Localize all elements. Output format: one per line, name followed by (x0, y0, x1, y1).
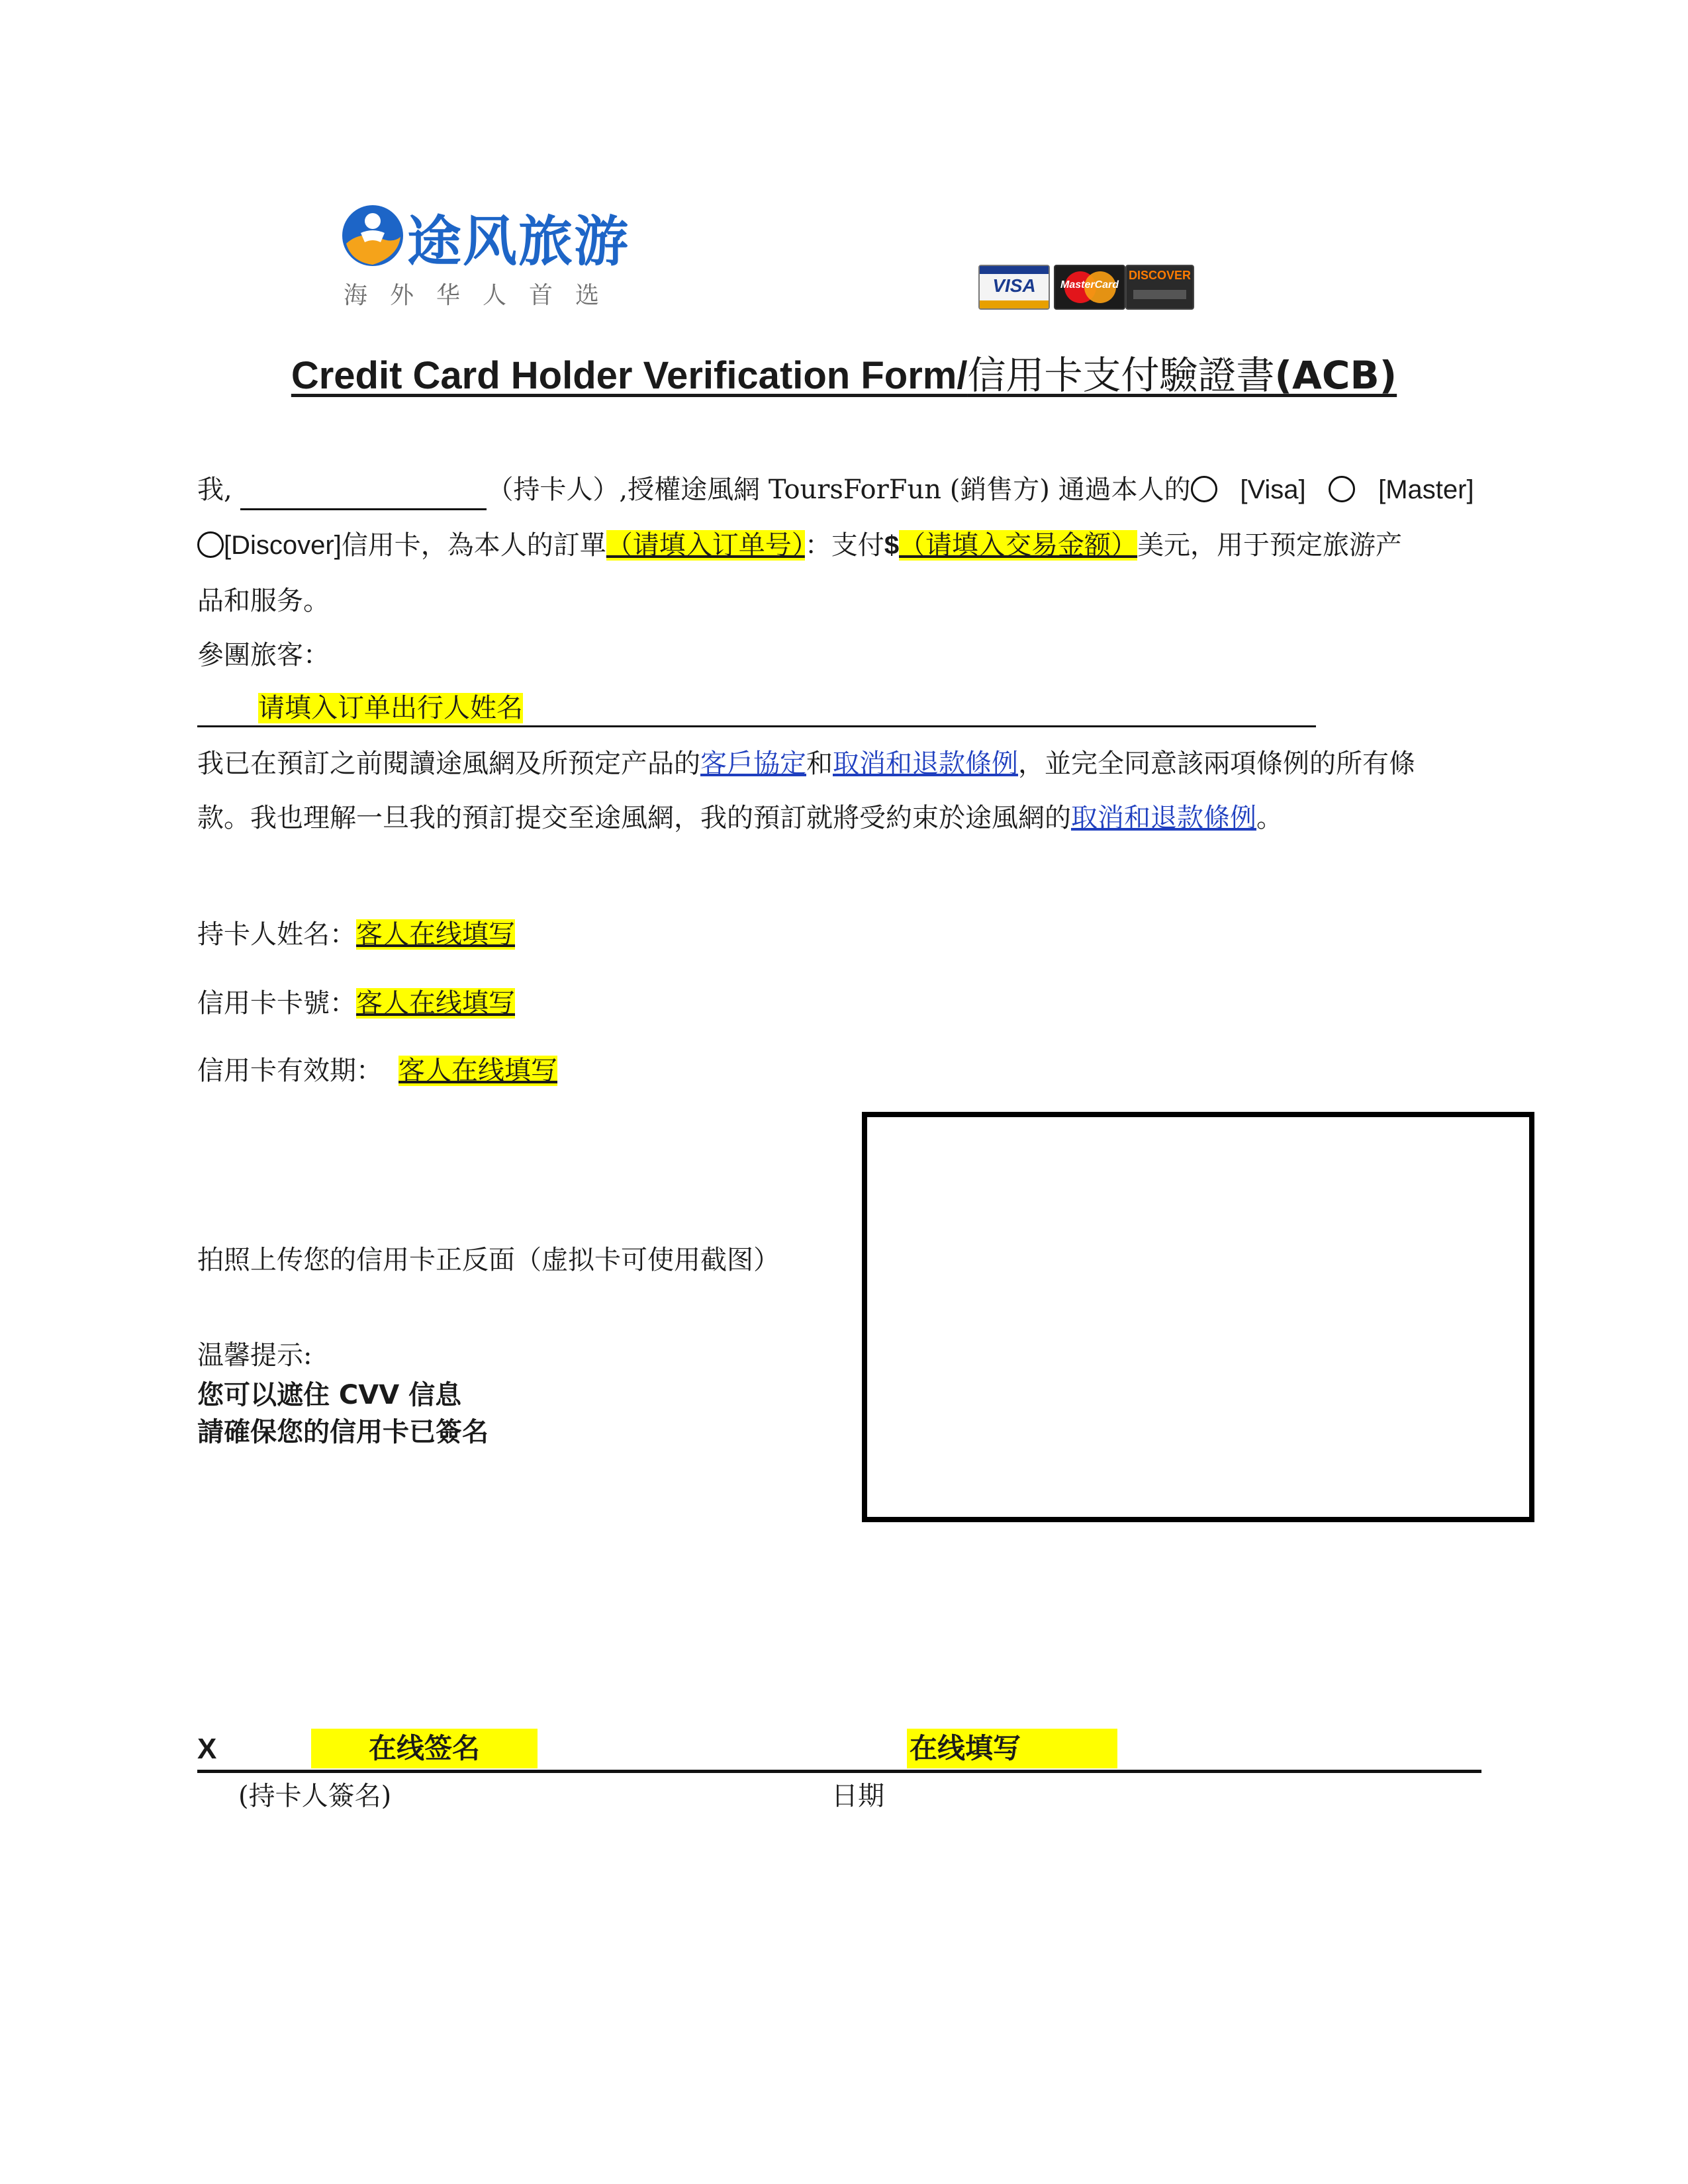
cardholder-name-label: 持卡人姓名： (197, 919, 356, 950)
form-title-en: Credit Card Holder Verification Form/ (291, 354, 968, 397)
form-title-zh: 信用卡支付驗證書 (967, 353, 1275, 398)
passengers-line (197, 690, 523, 727)
passengers-label: 參團旅客： (197, 640, 330, 670)
card-photo-upload-box[interactable] (862, 1112, 1534, 1522)
card-number-row (197, 985, 515, 1022)
passenger-underline (197, 725, 1316, 727)
agreement-line-1 (197, 745, 1415, 782)
agreement-and: 和 (806, 749, 833, 779)
customer-agreement-link[interactable]: 客戶協定 (700, 749, 806, 779)
mastercard-icon (1054, 265, 1125, 310)
auth-after-cards: 信用卡，為本人的訂單 (341, 530, 606, 561)
auth-after-amount: 美元，用于预定旅游产 (1137, 530, 1403, 561)
discover-radio[interactable] (197, 531, 224, 558)
agreement-text-1: 我已在預訂之前閱讀途風網及所预定产品的 (197, 749, 700, 779)
agreement-line-2 (197, 799, 1283, 837)
authorization-line-2 (197, 527, 1402, 564)
visa-card-icon (978, 265, 1050, 310)
signature-line (197, 1770, 1481, 1773)
card-expiry-row (197, 1052, 557, 1089)
cancellation-policy-link-2[interactable]: 取消和退款條例 (1071, 803, 1256, 833)
upload-instruction: 拍照上传您的信用卡正反面（虚拟卡可使用截图） (197, 1245, 780, 1275)
passenger-names-field[interactable]: 请填入订单出行人姓名 (258, 693, 523, 723)
authorization-line-1 (197, 471, 1474, 510)
dollar-sign: $ (884, 531, 900, 560)
pay-label: ：支付 (804, 530, 884, 561)
master-option-label: [Master] (1378, 475, 1474, 504)
master-radio[interactable] (1329, 476, 1355, 502)
card-expiry-field[interactable]: 客人在线填写 (399, 1056, 557, 1086)
discover-option-label: [Discover] (224, 531, 342, 560)
auth-holder-label: （持卡人）,授權途風網 ToursForFun (銷售方) 通過本人的 (487, 475, 1191, 505)
signature-x-mark: X (197, 1733, 217, 1765)
mastercard-label: MasterCard (1060, 279, 1119, 291)
cardholder-name-row (197, 916, 515, 953)
signature-field[interactable]: 在线签名 (311, 1729, 538, 1768)
date-caption: 日期 (831, 1781, 884, 1811)
tip-signed: 請確保您的信用卡已簽名 (197, 1417, 489, 1447)
tip-cvv: 您可以遮住 CVV 信息 (197, 1380, 462, 1410)
discover-card-icon (1125, 265, 1194, 310)
agreement-text-2: ，並完全同意該兩項條例的所有條 (1018, 749, 1415, 779)
tips-title: 温馨提示: (197, 1340, 312, 1371)
discover-card-label: DISCOVER (1128, 269, 1192, 282)
logo-mark-icon (341, 204, 404, 267)
signature-caption: (持卡人簽名) (238, 1781, 392, 1811)
authorization-line-3: 品和服务。 (197, 586, 330, 616)
visa-radio[interactable] (1191, 476, 1217, 502)
logo-name: 途风旅游 (407, 210, 630, 273)
date-field[interactable]: 在线填写 (907, 1729, 1117, 1768)
cardholder-name-blank[interactable] (240, 471, 487, 510)
form-title-acb: (ACB) (1274, 353, 1397, 398)
cancellation-policy-link[interactable]: 取消和退款條例 (833, 749, 1018, 779)
form-title (0, 344, 1688, 400)
auth-prefix: 我, (197, 475, 232, 505)
agreement-end: 。 (1256, 803, 1283, 833)
cardholder-name-field[interactable]: 客人在线填写 (356, 919, 515, 950)
visa-option-label: [Visa] (1240, 475, 1306, 504)
card-number-label: 信用卡卡號： (197, 988, 356, 1019)
amount-field[interactable]: （请填入交易金额） (899, 530, 1138, 561)
card-expiry-label: 信用卡有效期： (197, 1056, 383, 1086)
card-number-field[interactable]: 客人在线填写 (356, 988, 515, 1019)
visa-card-label: VISA (992, 275, 1036, 296)
order-number-field[interactable]: （请填入订单号） (606, 530, 805, 561)
agreement-text-3: 款。我也理解一旦我的預訂提交至途風網，我的預訂就將受約束於途風網的 (197, 803, 1071, 833)
logo-slogan: 海外华人首选 (344, 282, 622, 309)
company-logo (341, 199, 632, 318)
